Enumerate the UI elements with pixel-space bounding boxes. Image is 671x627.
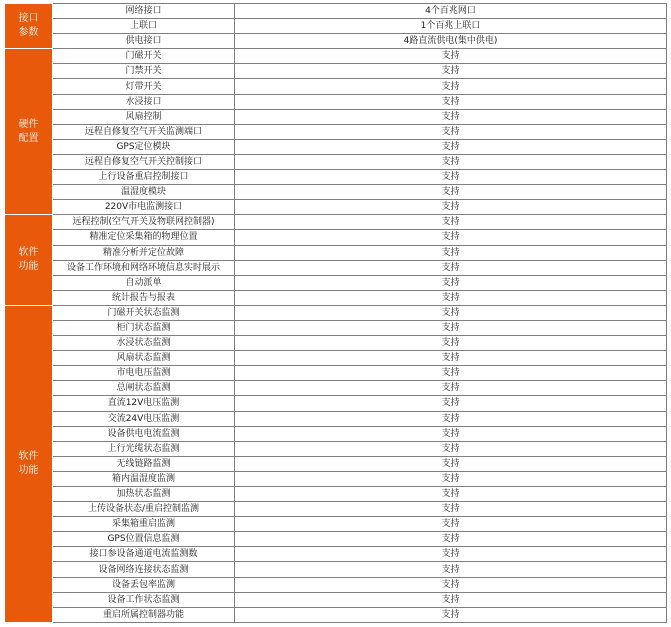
item-cell: 上行光缆状态监测 [53,441,235,456]
value-cell: 支持 [235,154,667,169]
value-cell: 支持 [235,547,667,562]
table-row [5,4,667,19]
value-cell: 支持 [235,592,667,607]
item-cell: 风扇状态监测 [53,351,235,366]
value-cell: 支持 [235,170,667,185]
item-cell: 风扇控制 [53,109,235,124]
spec-table-body [5,4,667,623]
value-cell: 支持 [235,441,667,456]
item-cell: GPS定位模块 [53,139,235,154]
table-row [5,562,667,577]
table-row [5,471,667,486]
item-cell: 设备供电电流监测 [53,426,235,441]
item-cell: 自动派单 [53,275,235,290]
table-row [5,502,667,517]
item-cell: 设备网络连接状态监测 [53,562,235,577]
item-cell: 交流24V电压监测 [53,411,235,426]
value-cell: 支持 [235,185,667,200]
item-cell: 网络接口 [53,4,235,19]
table-row [5,577,667,592]
table-row [5,200,667,215]
table-row [5,139,667,154]
item-cell: 灯带开关 [53,79,235,94]
table-row [5,64,667,79]
table-row [5,547,667,562]
item-cell: 柜门状态监测 [53,320,235,335]
value-cell: 支持 [235,577,667,592]
value-cell: 4个百兆网口 [235,4,667,19]
table-row [5,381,667,396]
item-cell: GPS位置信息监测 [53,532,235,547]
value-cell: 支持 [235,124,667,139]
table-row [5,154,667,169]
value-cell: 支持 [235,94,667,109]
table-row [5,215,667,230]
value-cell: 支持 [235,320,667,335]
table-row [5,441,667,456]
item-cell: 直流12V电压监测 [53,396,235,411]
table-row [5,275,667,290]
item-cell: 220V市电监测接口 [53,200,235,215]
value-cell: 支持 [235,200,667,215]
value-cell: 支持 [235,396,667,411]
item-cell: 接口参设备通道电流监测数 [53,547,235,562]
table-row [5,366,667,381]
table-row [5,607,667,622]
value-cell: 支持 [235,215,667,230]
item-cell: 温湿度模块 [53,185,235,200]
table-row [5,49,667,64]
item-cell: 加热状态监测 [53,487,235,502]
table-row [5,532,667,547]
item-cell: 门磁开关 [53,49,235,64]
value-cell: 支持 [235,456,667,471]
value-cell: 支持 [235,366,667,381]
table-row [5,19,667,34]
value-cell: 支持 [235,532,667,547]
value-cell: 支持 [235,260,667,275]
table-row [5,320,667,335]
item-cell: 无线链路监测 [53,456,235,471]
value-cell: 1个百兆上联口 [235,19,667,34]
item-cell: 远程自修复空气开关控制接口 [53,154,235,169]
value-cell: 支持 [235,79,667,94]
item-cell: 上联口 [53,19,235,34]
value-cell: 4路直流供电(集中供电) [235,34,667,49]
item-cell: 统计报告与报表 [53,290,235,305]
item-cell: 门磁开关状态监测 [53,305,235,320]
value-cell: 支持 [235,411,667,426]
table-row [5,305,667,320]
table-row [5,79,667,94]
value-cell: 支持 [235,426,667,441]
table-row [5,109,667,124]
value-cell: 支持 [235,381,667,396]
item-cell: 上传设备状态/重启控制监测 [53,502,235,517]
item-cell: 远程控制(空气开关及物联网控制器) [53,215,235,230]
value-cell: 支持 [235,275,667,290]
value-cell: 支持 [235,336,667,351]
value-cell: 支持 [235,290,667,305]
item-cell: 门禁开关 [53,64,235,79]
value-cell: 支持 [235,305,667,320]
value-cell: 支持 [235,607,667,622]
value-cell: 支持 [235,64,667,79]
category-cell: 软件 功能 [5,305,53,622]
item-cell: 供电接口 [53,34,235,49]
table-row [5,124,667,139]
value-cell: 支持 [235,562,667,577]
item-cell: 远程自修复空气开关监测端口 [53,124,235,139]
item-cell: 设备工作环境和网络环境信息实时展示 [53,260,235,275]
table-row [5,230,667,245]
spec-table [4,3,667,623]
item-cell: 重启所属控制器功能 [53,607,235,622]
table-row [5,396,667,411]
value-cell: 支持 [235,502,667,517]
table-row [5,351,667,366]
item-cell: 设备工作状态监测 [53,592,235,607]
table-row [5,411,667,426]
value-cell: 支持 [235,471,667,486]
value-cell: 支持 [235,49,667,64]
item-cell: 精准分析并定位故障 [53,245,235,260]
item-cell: 采集箱重启监测 [53,517,235,532]
table-row [5,426,667,441]
value-cell: 支持 [235,487,667,502]
value-cell: 支持 [235,109,667,124]
value-cell: 支持 [235,351,667,366]
value-cell: 支持 [235,230,667,245]
category-cell: 接口 参数 [5,4,53,49]
table-row [5,336,667,351]
table-row [5,487,667,502]
item-cell: 水浸状态监测 [53,336,235,351]
table-row [5,290,667,305]
item-cell: 设备丢包率监测 [53,577,235,592]
item-cell: 市电电压监测 [53,366,235,381]
table-row [5,185,667,200]
item-cell: 箱内温湿度监测 [53,471,235,486]
value-cell: 支持 [235,517,667,532]
item-cell: 总闸状态监测 [53,381,235,396]
table-row [5,170,667,185]
table-row [5,94,667,109]
table-row [5,245,667,260]
table-row [5,517,667,532]
table-row [5,592,667,607]
value-cell: 支持 [235,245,667,260]
table-row [5,260,667,275]
value-cell: 支持 [235,139,667,154]
table-row [5,456,667,471]
category-cell: 硬件 配置 [5,49,53,215]
table-row [5,34,667,49]
category-cell: 软件 功能 [5,215,53,306]
item-cell: 精准定位采集箱的物理位置 [53,230,235,245]
item-cell: 水浸接口 [53,94,235,109]
item-cell: 上行设备重启控制接口 [53,170,235,185]
